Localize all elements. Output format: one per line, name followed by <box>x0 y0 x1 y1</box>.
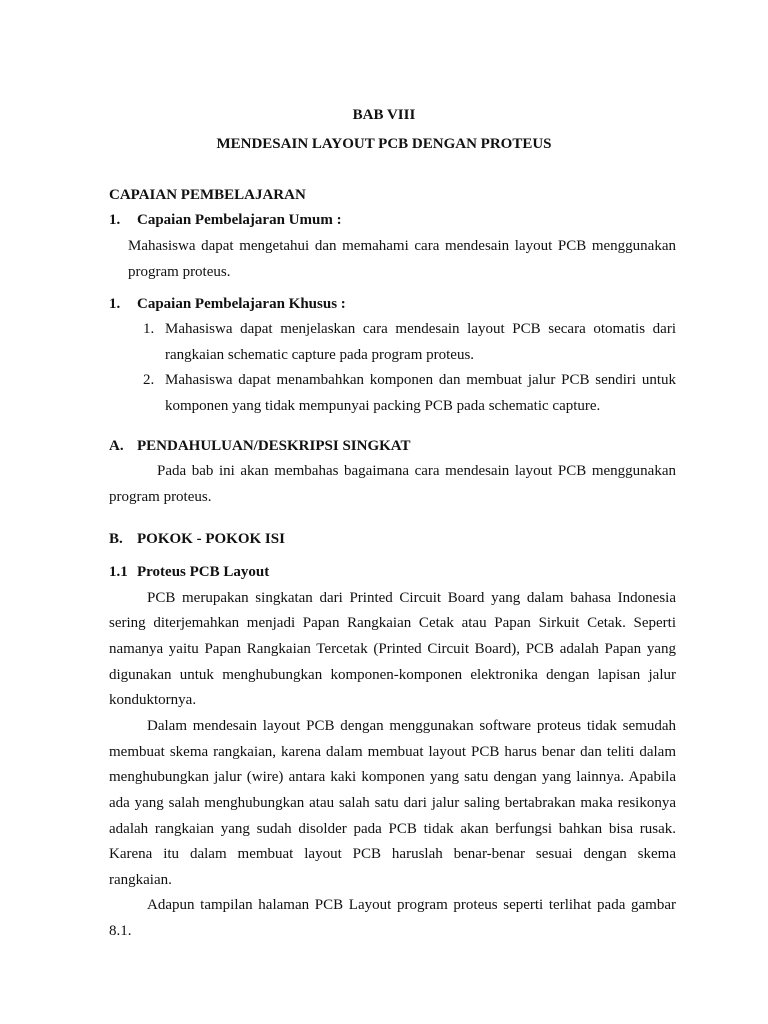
paragraph-line: PCB merupakan singkatan dari Printed Circuit Board yang dalam bahasa Indonesia <box>147 590 676 606</box>
umum-text-line: Mahasiswa dapat mengetahui dan memahami cara mendesain layout PCB menggunakan <box>128 238 676 254</box>
paragraph-line: menghubungkan jalur (wire) antara kaki komponen yang satu dengan yang lainnya. Apabila <box>109 769 676 785</box>
chapter-title: MENDESAIN LAYOUT PCB DENGAN PROTEUS <box>216 136 552 152</box>
khusus-label: Capaian Pembelajaran Khusus : <box>137 296 346 312</box>
chapter-heading: BAB VIII <box>352 107 416 123</box>
subsection-label: Proteus PCB Layout <box>137 564 270 580</box>
paragraph-line: rangkaian. <box>109 872 172 888</box>
section-a-line: Pada bab ini akan membahas bagaimana cara mendesain layout PCB menggunakan <box>157 463 676 479</box>
paragraph-line: Adapun tampilan halaman PCB Layout program proteus seperti terlihat pada gambar <box>147 897 676 913</box>
section-a-line: program proteus. <box>109 489 212 505</box>
khusus-item-number: 1. <box>143 321 155 337</box>
umum-number: 1. <box>109 212 121 228</box>
paragraph-line: membuat skema rangkaian, karena dalam membuat layout PCB harus benar dan teliti dalam <box>109 744 676 760</box>
section-a-label: PENDAHULUAN/DESKRIPSI SINGKAT <box>137 438 411 454</box>
section-a-number: A. <box>109 438 124 454</box>
paragraph-line: 8.1. <box>109 923 132 939</box>
umum-text-line: program proteus. <box>128 264 231 280</box>
khusus-item-line: Mahasiswa dapat menjelaskan cara mendesain layout PCB secara otomatis dari <box>165 321 676 337</box>
subsection-number: 1.1 <box>109 564 128 580</box>
paragraph-line: konduktornya. <box>109 692 197 708</box>
section-b-number: B. <box>109 531 123 547</box>
khusus-item-line: rangkaian schematic capture pada program proteus. <box>165 347 475 363</box>
section-b-label: POKOK - POKOK ISI <box>137 531 285 547</box>
khusus-item-line: komponen yang tidak mempunyai packing PCB pada schematic capture. <box>165 398 601 414</box>
paragraph-line: Dalam mendesain layout PCB dengan menggunakan software proteus tidak semudah <box>147 718 676 734</box>
paragraph-line: Karena itu dalam membuat layout PCB haruslah benar-benar sesuai dengan skema <box>109 846 676 862</box>
khusus-number: 1. <box>109 296 121 312</box>
paragraph-line: namanya yaitu Papan Rangkaian Tercetak (Printed Circuit Board), PCB adalah Papan yang <box>109 641 676 657</box>
capaian-heading: CAPAIAN PEMBELAJARAN <box>109 187 306 203</box>
paragraph-line: sering diterjemahkan menjadi Papan Rangkaian Cetak atau Papan Sirkuit Cetak. Seperti <box>109 615 676 631</box>
umum-label: Capaian Pembelajaran Umum : <box>137 212 342 228</box>
khusus-item-line: Mahasiswa dapat menambahkan komponen dan membuat jalur PCB sendiri untuk <box>165 372 676 388</box>
paragraph-line: ada yang salah menghubungkan atau salah satu dari jalur saling bertabrakan maka resikonya <box>109 795 676 811</box>
khusus-item-number: 2. <box>143 372 155 388</box>
paragraph-line: digunakan untuk menghubungkan komponen-komponen elektronika dengan lapisan jalur <box>109 667 676 683</box>
paragraph-line: adalah rangkaian yang sudah disolder pada PCB tidak akan berfungsi bahkan bisa rusak. <box>109 821 676 837</box>
